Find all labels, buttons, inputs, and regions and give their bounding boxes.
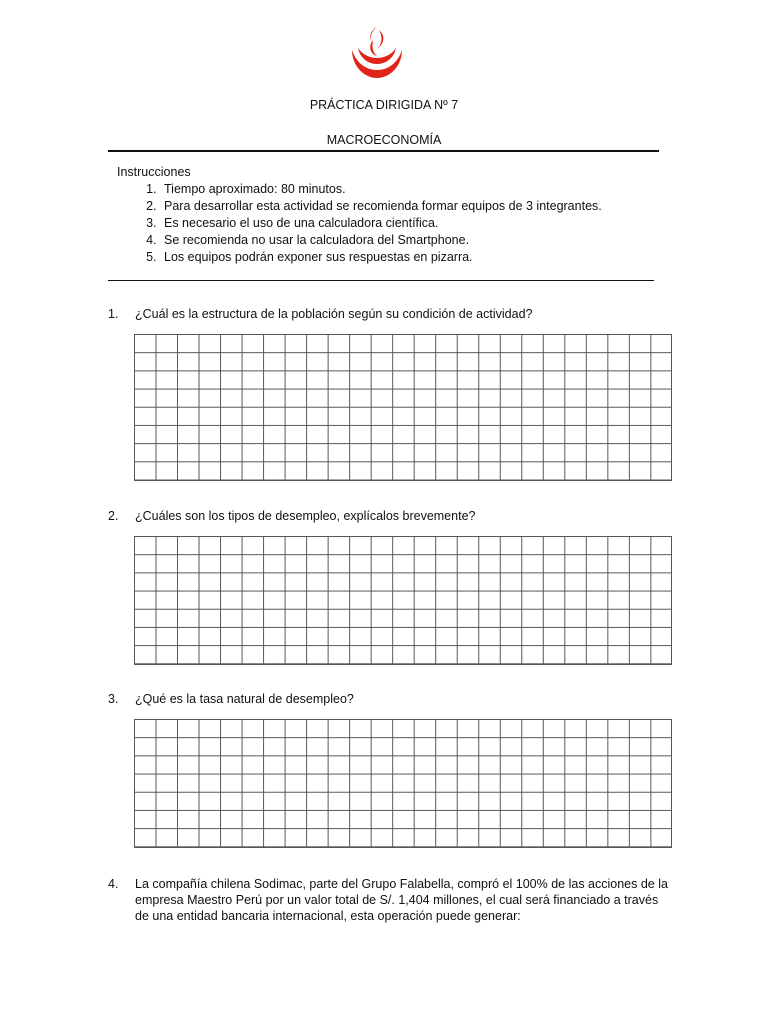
question-text: La compañía chilena Sodimac, parte del Grupo Falabella, compró el 100% de las acciones de la empresa Maestro Perú por un valor total de S/. 1,404 millones, el cual será financiado a través de una entidad bancaria internacional, esta operación puede generar: — [135, 877, 668, 923]
instructions-list — [117, 181, 602, 266]
subject-title: MACROECONOMÍA — [326, 133, 442, 147]
instructions-block — [117, 164, 602, 266]
instruction-item: 5. Los equipos podrán exponer sus respuestas en pizarra. — [160, 249, 602, 266]
question-text: ¿Qué es la tasa natural de desempleo? — [135, 692, 354, 706]
header-divider — [108, 150, 659, 152]
question-number: 1. — [108, 307, 119, 321]
question-1 — [108, 306, 668, 322]
instruction-item: 3. Es necesario el uso de una calculadora científica. — [160, 215, 602, 232]
document-title: PRÁCTICA DIRIGIDA Nº 7 — [309, 98, 459, 112]
question-number: 3. — [108, 692, 119, 706]
question-4 — [108, 876, 668, 924]
question-text: ¿Cuáles son los tipos de desempleo, explícalos brevemente? — [135, 509, 476, 523]
instructions-heading: Instrucciones — [117, 165, 191, 179]
answer-grid-1[interactable] — [134, 334, 672, 481]
instruction-item: 2. Para desarrollar esta actividad se recomienda formar equipos de 3 integrantes. — [160, 198, 602, 215]
question-number: 2. — [108, 509, 119, 523]
question-2 — [108, 508, 668, 524]
instruction-item: 1. Tiempo aproximado: 80 minutos. — [160, 181, 602, 198]
instruction-item: 4. Se recomienda no usar la calculadora del Smartphone. — [160, 232, 602, 249]
answer-grid-3[interactable] — [134, 719, 672, 848]
upc-logo-icon — [346, 22, 408, 84]
question-number: 4. — [108, 877, 119, 891]
answer-grid-2[interactable] — [134, 536, 672, 665]
question-text: ¿Cuál es la estructura de la población según su condición de actividad? — [135, 307, 533, 321]
question-3 — [108, 691, 668, 707]
instructions-divider — [108, 280, 654, 281]
